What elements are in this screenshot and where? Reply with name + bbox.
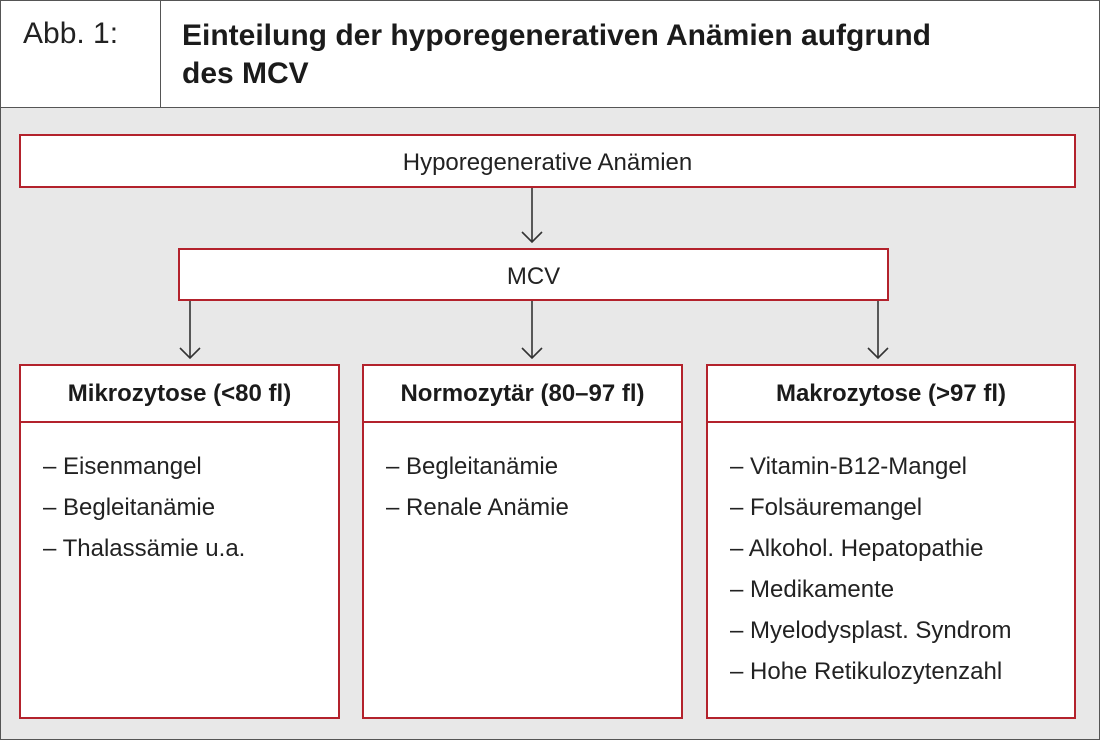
- arrow-mcv-to-normozytaer: [522, 300, 542, 358]
- column-item-list: [730, 446, 1011, 692]
- list-item: – Eisenmangel: [43, 453, 202, 480]
- root-box: [19, 134, 1076, 188]
- column-item-list: [386, 446, 569, 528]
- arrow-mcv-to-makrozytose: [868, 300, 888, 358]
- figure-title-line-1: Einteilung der hyporegenerativen Anämien aufgrund: [182, 19, 931, 52]
- arrow-root-to-mcv: [522, 187, 542, 242]
- arrow-mcv-to-mikrozytose: [180, 300, 200, 358]
- list-item: – Myelodysplast. Syndrom: [730, 617, 1012, 644]
- list-item: – Hohe Retikulozytenzahl: [730, 658, 1003, 685]
- list-item: – Vitamin-B12-Mangel: [730, 453, 968, 480]
- mcv-label: MCV: [506, 263, 561, 290]
- list-item: – Folsäuremangel: [730, 494, 923, 521]
- root-label: Hyporegenerative Anämien: [402, 149, 693, 176]
- figure-title-line-2: des MCV: [182, 57, 309, 90]
- column-mikrozytose: [19, 364, 340, 719]
- list-item: – Alkohol. Hepatopathie: [730, 535, 984, 562]
- list-item: – Begleitanämie: [43, 494, 216, 521]
- column-heading: Makrozytose (>97 fl): [708, 366, 1074, 423]
- list-item: – Thalassämie u.a.: [43, 535, 246, 562]
- column-heading: Mikrozytose (<80 fl): [21, 366, 338, 423]
- column-makrozytose: [706, 364, 1076, 719]
- column-heading: Normozytär (80–97 fl): [364, 366, 681, 423]
- list-item: – Renale Anämie: [386, 494, 569, 521]
- list-item: – Begleitanämie: [386, 453, 559, 480]
- column-item-list: [43, 446, 245, 569]
- column-normozytaer: [362, 364, 683, 719]
- list-item: – Medikamente: [730, 576, 895, 603]
- figure-label: Abb. 1:: [23, 17, 119, 50]
- mcv-box: [178, 248, 889, 301]
